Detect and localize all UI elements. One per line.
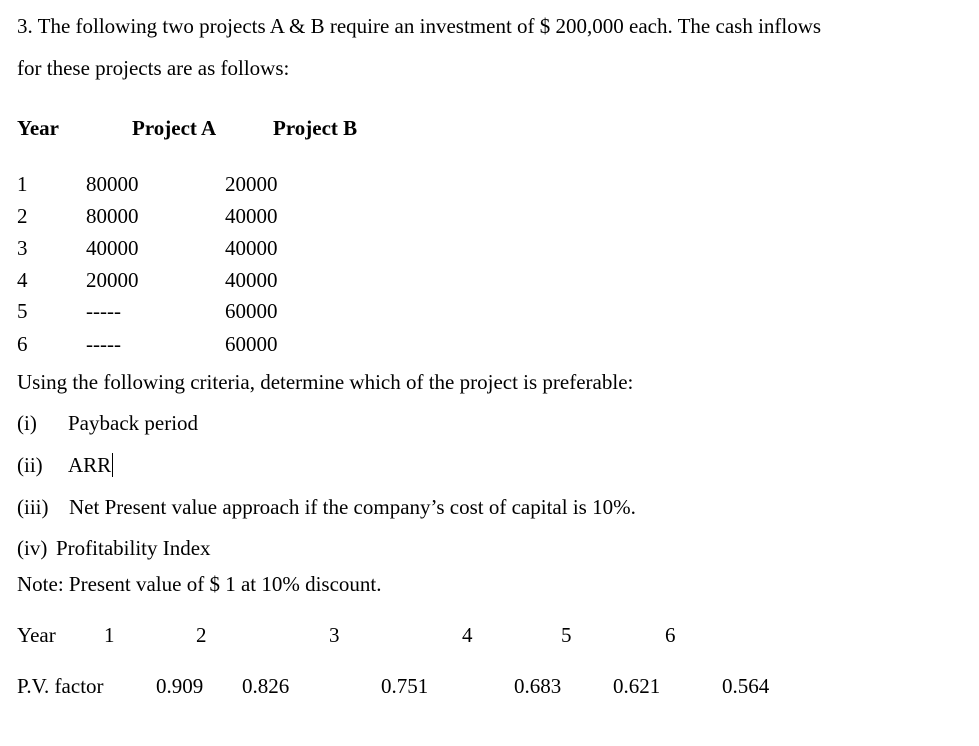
- pv-year: 1: [104, 623, 115, 647]
- row-year: 3: [17, 236, 28, 260]
- criteria-text: ARR: [68, 453, 112, 477]
- criteria-intro: Using the following criteria, determine which of the project is preferable:: [17, 370, 634, 394]
- row-year: 2: [17, 204, 28, 228]
- row-project-b: 40000: [225, 236, 278, 260]
- criteria-text: Net Present value approach if the company’s cost of capital is 10%.: [69, 495, 636, 519]
- row-project-a: 20000: [86, 268, 139, 292]
- criteria-number: (ii): [17, 453, 43, 477]
- pv-year: 3: [329, 623, 340, 647]
- pv-year: 2: [196, 623, 207, 647]
- criteria-number: (i): [17, 411, 37, 435]
- pv-factor: 0.564: [722, 674, 770, 698]
- pv-factor: 0.751: [381, 674, 429, 698]
- row-project-b: 40000: [225, 204, 278, 228]
- row-project-b: 60000: [225, 332, 278, 356]
- row-project-b: 20000: [225, 172, 278, 196]
- pv-factor: 0.683: [514, 674, 562, 698]
- row-project-b: 40000: [225, 268, 278, 292]
- header-project-a: Project A: [132, 116, 217, 140]
- pv-year: 5: [561, 623, 572, 647]
- note-text: Note: Present value of $ 1 at 10% discount.: [17, 572, 382, 596]
- header-year: Year: [17, 116, 59, 140]
- criteria-text: Profitability Index: [56, 536, 211, 560]
- row-project-b: 60000: [225, 299, 278, 323]
- row-year: 5: [17, 299, 28, 323]
- row-year: 4: [17, 268, 28, 292]
- row-project-a: 40000: [86, 236, 139, 260]
- row-project-a: -----: [86, 332, 121, 356]
- pv-year-label: Year: [17, 623, 56, 647]
- question-line-1: 3. The following two projects A & B require an investment of $ 200,000 each. The cash inflows: [17, 14, 822, 38]
- pv-year: 6: [665, 623, 676, 647]
- row-project-a: 80000: [86, 172, 139, 196]
- pv-factor: 0.909: [156, 674, 204, 698]
- question-line-2: for these projects are as follows:: [17, 56, 290, 80]
- criteria-item-arr[interactable]: [68, 453, 113, 477]
- row-project-a: 80000: [86, 204, 139, 228]
- pv-factor: 0.826: [242, 674, 290, 698]
- pv-factor: 0.621: [613, 674, 661, 698]
- criteria-number: (iii): [17, 495, 49, 519]
- pv-year: 4: [462, 623, 473, 647]
- row-year: 1: [17, 172, 28, 196]
- row-year: 6: [17, 332, 28, 356]
- text-cursor: [112, 453, 113, 477]
- row-project-a: -----: [86, 299, 121, 323]
- criteria-number: (iv): [17, 536, 48, 560]
- criteria-text: Payback period: [68, 411, 199, 435]
- pv-factor-label: P.V. factor: [17, 674, 104, 698]
- header-project-b: Project B: [273, 116, 358, 140]
